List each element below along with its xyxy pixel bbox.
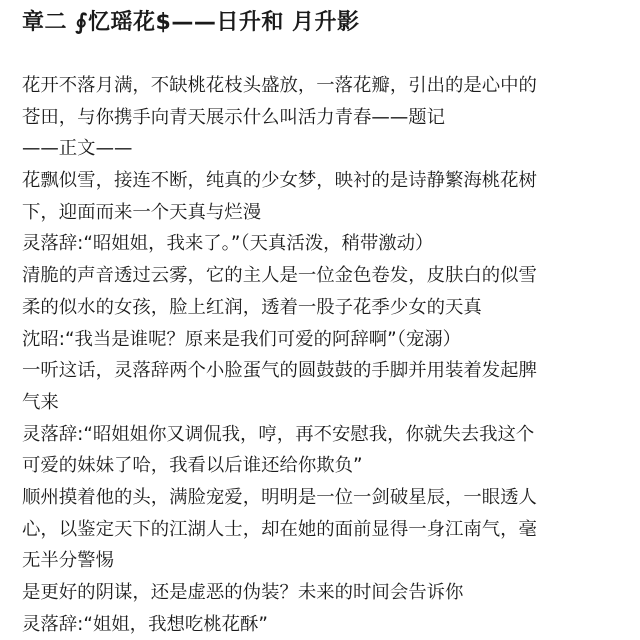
chapter-body: [22, 70, 626, 640]
text-line: ——正文——: [22, 138, 133, 160]
text-line: 下，迎面而来一个天真与烂漫: [22, 201, 262, 223]
text-line: 无半分警惕: [22, 550, 114, 572]
text-line: 可爱的妹妹了哈，我看以后谁还给你欺负”: [22, 455, 363, 477]
text-line: 花飘似雪，接连不断，纯真的少女梦，映衬的是诗静繁海桃花树: [22, 170, 537, 192]
text-line: 灵落辞:“姐姐，我想吃桃花酥”: [22, 613, 268, 635]
text-line: 清脆的声音透过云雾，它的主人是一位金色卷发，皮肤白的似雪: [22, 265, 537, 287]
text-line: 一听这话，灵落辞两个小脸蛋气的圆鼓鼓的手脚并用装着发起脾: [22, 360, 537, 382]
text-line: 沈昭:“我当是谁呢？原来是我们可爱的阿辞啊”（宠溺）: [22, 328, 462, 350]
text-line: 灵落辞:“昭姐姐，我来了。”（天真活泼，稍带激动）: [22, 233, 434, 255]
text-line: 花开不落月满，不缺桃花枝头盛放，一落花瓣，引出的是心中的: [22, 75, 537, 96]
text-line: 心，以鉴定天下的江湖人士，却在她的面前显得一身江南气，毫: [22, 518, 537, 540]
text-line: 顺州摸着他的头，满脸宠爱，明明是一位一剑破星辰，一眼透人: [22, 486, 537, 508]
text-line: 柔的似水的女孩，脸上红润，透着一股子花季少女的天真: [22, 296, 482, 318]
chapter-title: 章二 ∮忆瑶花$——日升和 月升影: [22, 10, 360, 35]
text-line: 苍田，与你携手向青天展示什么叫活力青春——题记: [22, 106, 445, 128]
text-line: 灵落辞:“昭姐姐你又调侃我，哼，再不安慰我，你就失去我这个: [22, 423, 535, 445]
text-line: 气来: [22, 391, 59, 413]
text-line: 是更好的阴谋，还是虚恶的伪装？未来的时间会告诉你: [22, 582, 464, 603]
